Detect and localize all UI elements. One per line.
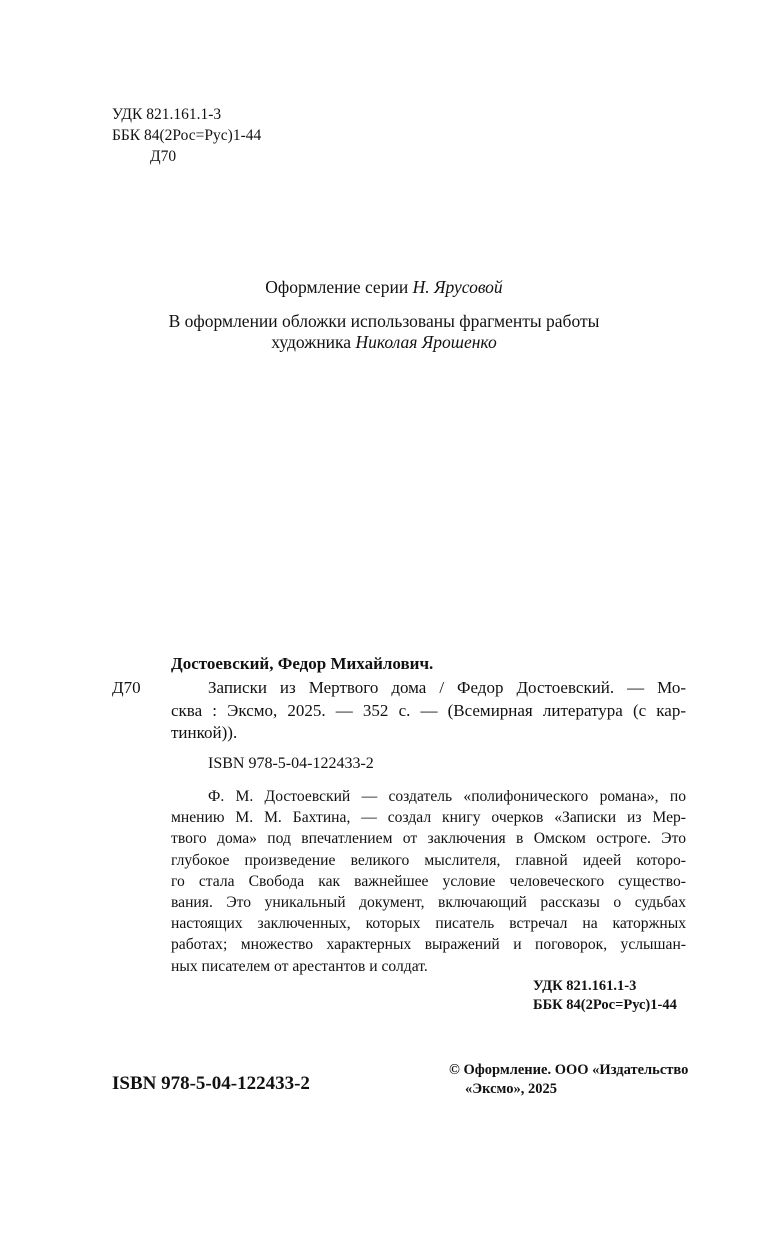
cover-artist: Николая Ярошенко [355, 332, 497, 352]
catalog-isbn: ISBN 978-5-04-122433-2 [208, 755, 374, 772]
catalog-udk: УДК 821.161.1-3 [533, 978, 637, 994]
annotation-line-3: твого дома» под впечатлением от заключения в Омском остроге. Это [171, 830, 686, 848]
series-prefix: Оформление серии [265, 277, 409, 297]
cover-credit-line2 [0, 331, 768, 353]
series-design-credit [0, 276, 768, 298]
copyright-line-2: «Эксмо», 2025 [465, 1081, 557, 1097]
header-author-sign: Д70 [150, 148, 177, 165]
catalog-author: Достоевский, Федор Михайлович. [171, 654, 434, 673]
catalog-bbk: ББК 84(2Рос=Рус)1-44 [533, 997, 677, 1013]
annotation-line-7: настоящих заключенных, которых писатель встречал на каторжных [171, 915, 686, 933]
reference-line-1: Записки из Мертвого дома / Федор Достоевский. — Мо- [208, 678, 686, 697]
cover-prefix: художника [271, 332, 352, 352]
annotation-line-9: ных писателем от арестантов и солдат. [171, 957, 428, 975]
cover-credit-line1: В оформлении обложки использованы фрагменты работы [168, 311, 600, 331]
series-designer: Н. Ярусовой [412, 277, 503, 297]
reference-line-3: тинкой)). [171, 723, 238, 742]
copyright-line-1: © Оформление. ООО «Издательство [449, 1062, 689, 1078]
annotation-line-8: работах; множество характерных выражений и поговорок, услышан- [171, 936, 686, 954]
annotation-line-1: Ф. М. Достоевский — создатель «полифонического романа», по [208, 788, 686, 805]
reference-line-2: сква : Эксмо, 2025. — 352 с. — (Всемирная литература (с кар- [171, 700, 686, 720]
header-udk: УДК 821.161.1-3 [112, 106, 222, 123]
footer-isbn: ISBN 978-5-04-122433-2 [112, 1073, 310, 1094]
header-bbk: ББК 84(2Рос=Рус)1-44 [112, 127, 262, 144]
annotation-line-4: глубокое произведение великого мыслителя, главной идеей которо- [171, 851, 686, 869]
annotation-line-5: го стала Свобода как важнейшее условие человеческого существо- [171, 872, 686, 890]
catalog-author-sign: Д70 [112, 678, 141, 697]
annotation-line-2: мнению М. М. Бахтина, — создал книгу очерков «Записки из Мер- [171, 809, 686, 827]
annotation-line-6: вания. Это уникальный документ, включающий рассказы о судьбах [171, 894, 686, 911]
